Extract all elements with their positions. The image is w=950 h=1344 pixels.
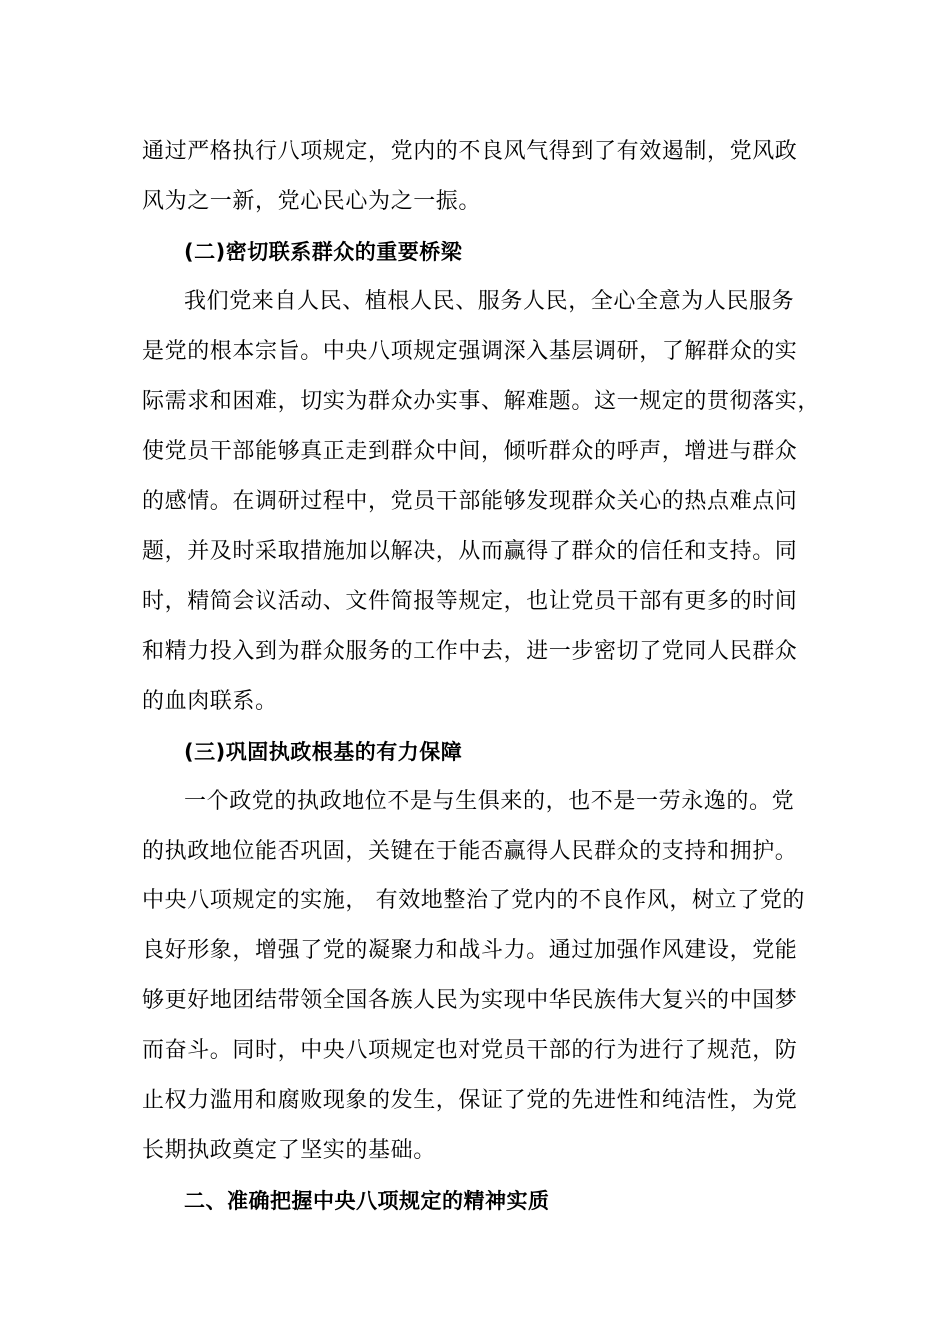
body-text-line: 是党的根本宗旨。中央八项规定强调深入基层调研，了解群众的实: [142, 339, 798, 364]
chapter-heading: 二、准确把握中央八项规定的精神实质: [184, 1189, 550, 1213]
body-text-line: 中央八项规定的实施， 有效地整治了党内的不良作风，树立了党的: [142, 888, 805, 913]
section-heading-3: (三)巩固执政根基的有力保障: [184, 740, 463, 764]
body-text-line: 的执政地位能否巩固，关键在于能否赢得人民群众的支持和拥护。: [142, 839, 798, 864]
body-text-line: 使党员干部能够真正走到群众中间，倾听群众的呼声，增进与群众: [142, 439, 798, 464]
body-text-line: 长期执政奠定了坚实的基础。: [142, 1138, 436, 1163]
body-text-line: 的感情。在调研过程中，党员干部能够发现群众关心的热点难点问: [142, 489, 798, 514]
body-text-line: 和精力投入到为群众服务的工作中去，进一步密切了党同人民群众: [142, 639, 798, 664]
body-text-line: 通过严格执行八项规定，党内的不良风气得到了有效遏制，党风政: [142, 139, 798, 164]
body-text-line: 际需求和困难，切实为群众办实事、解难题。这一规定的贯彻落实，: [142, 389, 821, 414]
body-text-line: 时，精简会议活动、文件简报等规定，也让党员干部有更多的时间: [142, 589, 798, 614]
section-heading-2: (二)密切联系群众的重要桥梁: [184, 240, 463, 264]
body-text-line: 止权力滥用和腐败现象的发生，保证了党的先进性和纯洁性，为党: [142, 1088, 798, 1113]
body-text-line: 一个政党的执政地位不是与生俱来的，也不是一劳永逸的。党: [184, 789, 795, 814]
body-text-line: 够更好地团结带领全国各族人民为实现中华民族伟大复兴的中国梦: [142, 988, 798, 1013]
body-text-line: 风为之一新，党心民心为之一振。: [142, 189, 482, 214]
body-text-line: 而奋斗。同时，中央八项规定也对党员干部的行为进行了规范，防: [142, 1038, 798, 1063]
body-text-line: 题，并及时采取措施加以解决，从而赢得了群众的信任和支持。同: [142, 539, 798, 564]
body-text-line: 的血肉联系。: [142, 689, 278, 714]
body-text-line: 我们党来自人民、植根人民、服务人民，全心全意为人民服务: [184, 289, 795, 314]
body-text-line: 良好形象，增强了党的凝聚力和战斗力。通过加强作风建设，党能: [142, 938, 798, 963]
